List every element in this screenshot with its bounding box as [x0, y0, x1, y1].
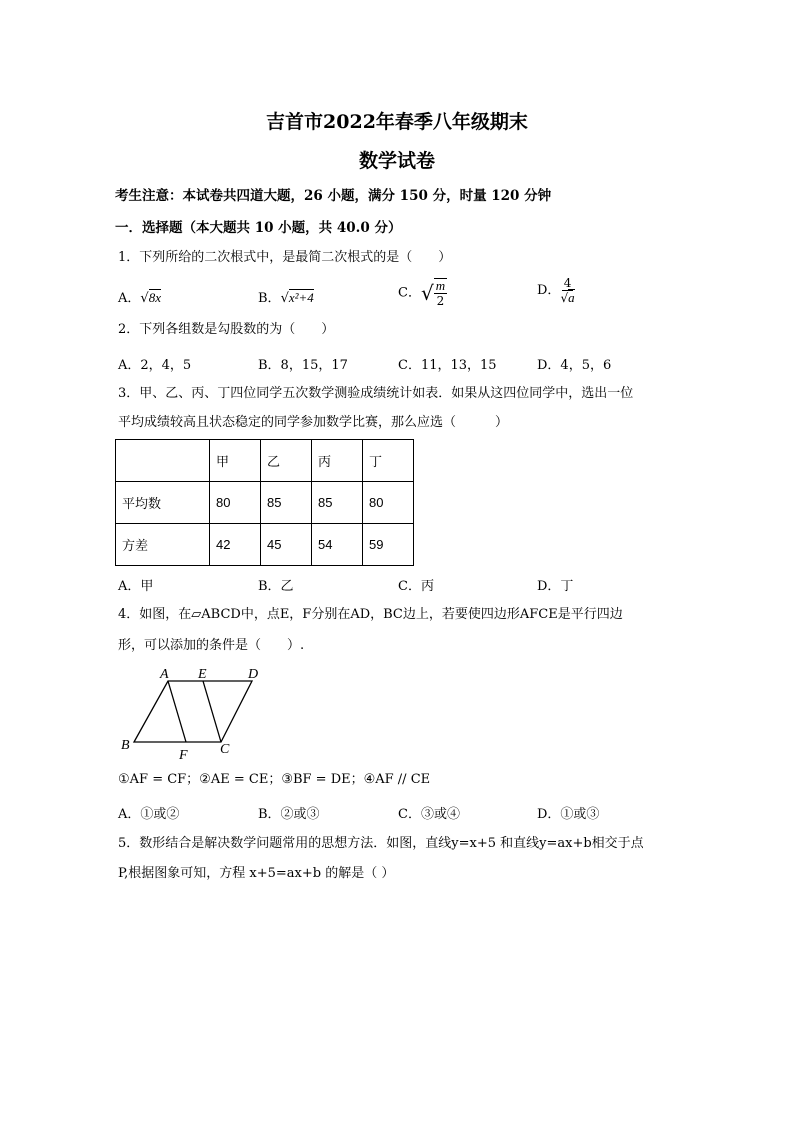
fraction-radicand: a: [568, 290, 575, 305]
q4-option-a: A．①或②: [118, 807, 180, 822]
q3-option-d: D．丁: [537, 579, 574, 594]
table-cell: 85: [312, 482, 363, 524]
fraction-denominator: 2: [436, 294, 445, 308]
parallelogram-abcd: [134, 681, 252, 742]
question-1-stem: 1．下列所给的二次根式中，是最简二次根式的是（ ）: [118, 250, 452, 265]
q3-option-a: A．甲: [118, 579, 154, 594]
table-row: [116, 482, 414, 524]
fraction-numerator: 4: [563, 276, 572, 290]
radical-sign: √: [280, 291, 289, 306]
table-row: [116, 524, 414, 566]
question-3-stem-line2: 平均成绩较高且状态稳定的同学参加数学比赛，那么应选（ ）: [118, 415, 509, 430]
q2-option-a: A．2，4，5: [118, 358, 192, 373]
parallelogram-figure: [112, 660, 272, 765]
table-cell: 方差: [116, 524, 210, 566]
table-cell: 85: [261, 482, 312, 524]
exam-notice: 考生注意：本试卷共四道大题，26 小题，满分 150 分，时量 120 分钟: [115, 188, 552, 204]
q2-option-c: C．11，13，15: [398, 358, 497, 373]
table-header-cell: 丙: [312, 440, 363, 482]
question-5-stem-line1: 5．数形结合是解决数学问题常用的思想方法．如图，直线y=x+5 和直线y=ax+b相交于点: [118, 836, 644, 851]
question-3-stem-line1: 3．甲、乙、丙、丁四位同学五次数学测验成绩统计如表．如果从这四位同学中，选出一位: [118, 386, 634, 401]
q1-option-c-fraction: [434, 278, 447, 308]
q1-option-c-label: C．: [398, 285, 421, 301]
table-header-cell: 甲: [210, 440, 261, 482]
radical-sign: √: [560, 291, 569, 305]
question-4-stem-line2: 形，可以添加的条件是（ ）.: [118, 638, 305, 653]
table-cell: 54: [312, 524, 363, 566]
q1-option-d-label: D．: [537, 283, 561, 298]
q4-option-d: D．①或③: [537, 807, 600, 822]
q1-option-b-label: B．: [258, 291, 281, 306]
radical-sign: √: [140, 291, 149, 306]
table-cell: 80: [363, 482, 414, 524]
table-cell: 59: [363, 524, 414, 566]
q1-option-b-radicand: x²+4: [288, 290, 314, 305]
q4-option-b: B．②或③: [258, 807, 320, 822]
q1-option-a-label: A．: [118, 291, 141, 306]
table-header-cell: [116, 440, 210, 482]
page-title: 吉首市2022年春季八年级期末: [266, 111, 528, 133]
question-4-stem-line1: 4．如图，在▱ABCD中，点E，F分别在AD，BC边上，若要使四边形AFCE是平行四边: [118, 607, 623, 622]
segment-ec: [203, 681, 221, 742]
radical-sign: √: [420, 281, 434, 305]
vertex-label-c: C: [220, 742, 230, 757]
q1-option-a-radicand: 8x: [148, 290, 161, 305]
q4-option-c: C．③或④: [398, 807, 460, 822]
q3-option-b: B．乙: [258, 579, 294, 594]
scores-table: [115, 439, 414, 566]
vertex-label-a: A: [160, 667, 169, 682]
q1-option-c: [398, 278, 447, 308]
q2-option-d: D．4，5，6: [537, 358, 612, 373]
vertex-label-b: B: [121, 738, 130, 753]
page-subtitle: 数学试卷: [358, 150, 435, 172]
q1-option-a: [118, 287, 161, 306]
table-header-row: [116, 440, 414, 482]
q2-option-b: B．8，15，17: [258, 358, 348, 373]
table-cell: 42: [210, 524, 261, 566]
vertex-label-d: D: [248, 667, 259, 682]
q3-option-c: C．丙: [398, 579, 434, 594]
section-heading: 一．选择题（本大题共 10 小题，共 40.0 分）: [115, 220, 402, 236]
table-cell: 80: [210, 482, 261, 524]
question-5-stem-line2: P,根据图象可知，方程 x+5=ax+b 的解是（ ）: [118, 866, 395, 881]
vertex-label-e: E: [198, 667, 207, 682]
vertex-label-f: F: [179, 748, 188, 763]
fraction-numerator: m: [435, 278, 446, 293]
table-header-cell: 乙: [261, 440, 312, 482]
q1-option-b: [258, 287, 314, 306]
table-header-cell: 丁: [363, 440, 414, 482]
fraction-denominator: [560, 291, 574, 305]
q4-conditions: ①AF = CF；②AE = CE；③BF = DE；④AF // CE: [118, 772, 431, 787]
table-cell: 45: [261, 524, 312, 566]
q1-option-d: [537, 276, 575, 305]
table-cell: 平均数: [116, 482, 210, 524]
segment-af: [168, 681, 186, 742]
q1-option-d-fraction: [560, 276, 574, 305]
question-2-stem: 2．下列各组数是勾股数的为（ ）: [118, 322, 335, 337]
